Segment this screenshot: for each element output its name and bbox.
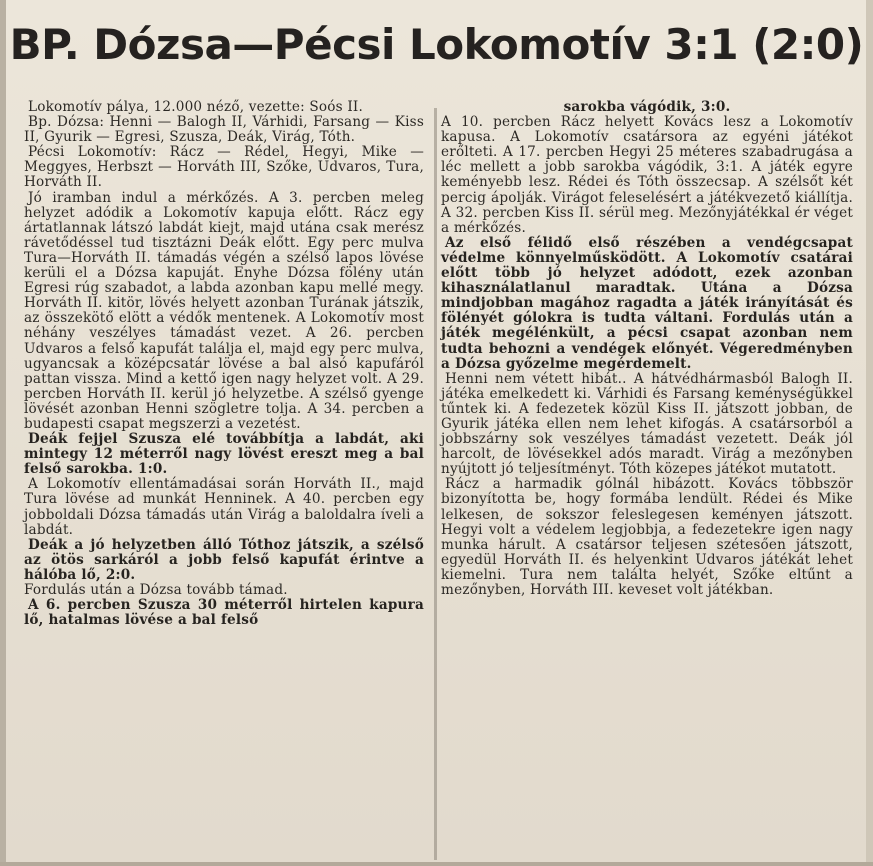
match-summary: Az első félidő első részében a vendégcsapat védelme könnyelműsködött. A Lokomotív csatárai előtt több jó helyzet adódott, ezek azonban kihasználatlanul maradtak. Utána a Dózsa mindjobban magához ragadta a játék irányítását és fölényét gólokra is tudta váltani. Fordulás után a játék megélénkült, a pécsi csapat azonban nem tudta behozni a vendégek előnyét. Végeredményben a Dózsa győzelme megérdemelt. xyxy=(441,234,853,372)
goal-3-continuation: sarokba vágódik, 3:0. xyxy=(563,99,731,115)
match-report-paragraph: A Lokomotív ellentámadásai során Horváth II., majd Tura lövése ad munkát Henninek. A 40. percben egy jobboldali Dózsa támadás után Virág a baloldalra íveli a labdát. xyxy=(24,476,424,538)
article-headline: BP. Dózsa—Pécsi Lokomotív 3:1 (2:0) xyxy=(9,20,864,69)
scan-edge-left xyxy=(0,0,6,866)
goal-3-description: A 6. percben Szusza 30 méterről hirtelen kapura lő, hatalmas lövése a bal felső xyxy=(24,597,424,629)
second-half-start: Fordulás után a Dózsa tovább támad. xyxy=(24,582,288,598)
first-half-report: Jó iramban indul a mérkőzés. A 3. percben meleg helyzet adódik a Lokomotív kapuja előtt. Rácz egy ártatlannak látszó labdát kiejt, majd utána csak merész rávetődéssel tud tisztázni Deák előtt. Egy perc mulva Tura—Horváth II. támadás végén a szélső lapos lövése kerüli el a Dózsa kapuját. Enyhe Dózsa fölény után Egresi rúg szabadot, a labda azonban kapu mellé megy. Horváth II. kitör, lövés helyett azonban Turának játszik, az összekötő elött a védők mentenek. A Lokomotív most néhány veszélyes támadást vezet. A 26. percben Udvaros a felső kapufát találja el, majd egy perc mulva, ugyancsak a középcsatár lövése a bal alsó kapufáról pattan vissza. Mind a kettő igen nagy helyzet volt. A 29. percben Horváth II. kerül jó helyzetbe. A szélső gyenge lövését azonban Henni szögletre tolja. A 34. percben a budapesti csapat megszerzi a vezetést. xyxy=(24,189,424,432)
goal-2-description: Deák a jó helyzetben álló Tóthoz játszik, a szélső az ötös sarkáról a jobb felső kapufát érintve a hálóba lő, 2:0. xyxy=(24,536,424,583)
second-half-report: A 10. percben Rácz helyett Kovács lesz a Lokomotív kapusa. A Lokomotív csatársora az egyéni játékot erőlteti. A 17. percben Hegyi 25 méteres szabadrugása a léc mellett a jobb sarokba vágódik, 3:1. A játék egyre keményebb lesz. Rédei és Tóth összecsap. A szélsőt két percig ápolják. Virágot feleselésért a játékvezető kiállítja. A 32. percben Kiss II. sérül meg. Mezőnyjátékkal ér véget a mérkőzés. xyxy=(441,114,853,236)
article-column-right xyxy=(441,100,853,598)
lineup-lokomotiv: Pécsi Lokomotív: Rácz — Rédel, Hegyi, Mike — Meggyes, Herbszt — Horváth III, Szőke, Udvaros, Tura, Horváth II. xyxy=(24,144,424,191)
lineup-dozsa: Bp. Dózsa: Henni — Balogh II, Várhidi, Farsang — Kiss II, Gyurik — Egresi, Szusza, Deák, Virág, Tóth. xyxy=(24,114,424,146)
dozsa-player-review: Henni nem vétett hibát.. A hátvédhármasból Balogh II. játéka emelkedett ki. Várhidi és Farsang keménységükkel tűntek ki. A fedezetek közül Kiss II. játszott jobban, de Gyurik játéka ellen nem lehet kifogás. A csatársorból a jobbszárny sok veszélyes támadást vezetett. Deák jól harcolt, de lövésekkel adós maradt. Virág a mezőnyben nyújtott jó teljesítményt. Tóth közepes játékot mutatott. xyxy=(441,370,853,478)
article-column-left xyxy=(24,100,424,628)
scan-edge-right xyxy=(866,0,873,866)
column-divider xyxy=(434,108,437,860)
venue-paragraph: Lokomotív pálya, 12.000 néző, vezette: Soós II. xyxy=(28,99,364,115)
goal-1-description: Deák fejjel Szusza elé továbbítja a labdát, aki mintegy 12 méterről nagy lövést ereszt meg a bal felső sarokba. 1:0. xyxy=(24,431,424,478)
lokomotiv-player-review: Rácz a harmadik gólnál hibázott. Kovács többször bizonyította be, hogy formába lendült. Rédei és Mike lelkesen, de sokszor feleslegesen keményen játszott. Hegyi volt a védelem legjobbja, a fedezetekre igen nagy munka hárult. A csatársor teljesen szétesően játszott, egyedül Horváth II. és helyenkint Udvaros játékát lehet kiemelni. Tura nem találta helyét, Szőke eltűnt a mezőnyben, Horváth III. keveset volt játékban. xyxy=(441,476,853,598)
scan-edge-bottom xyxy=(0,862,873,866)
